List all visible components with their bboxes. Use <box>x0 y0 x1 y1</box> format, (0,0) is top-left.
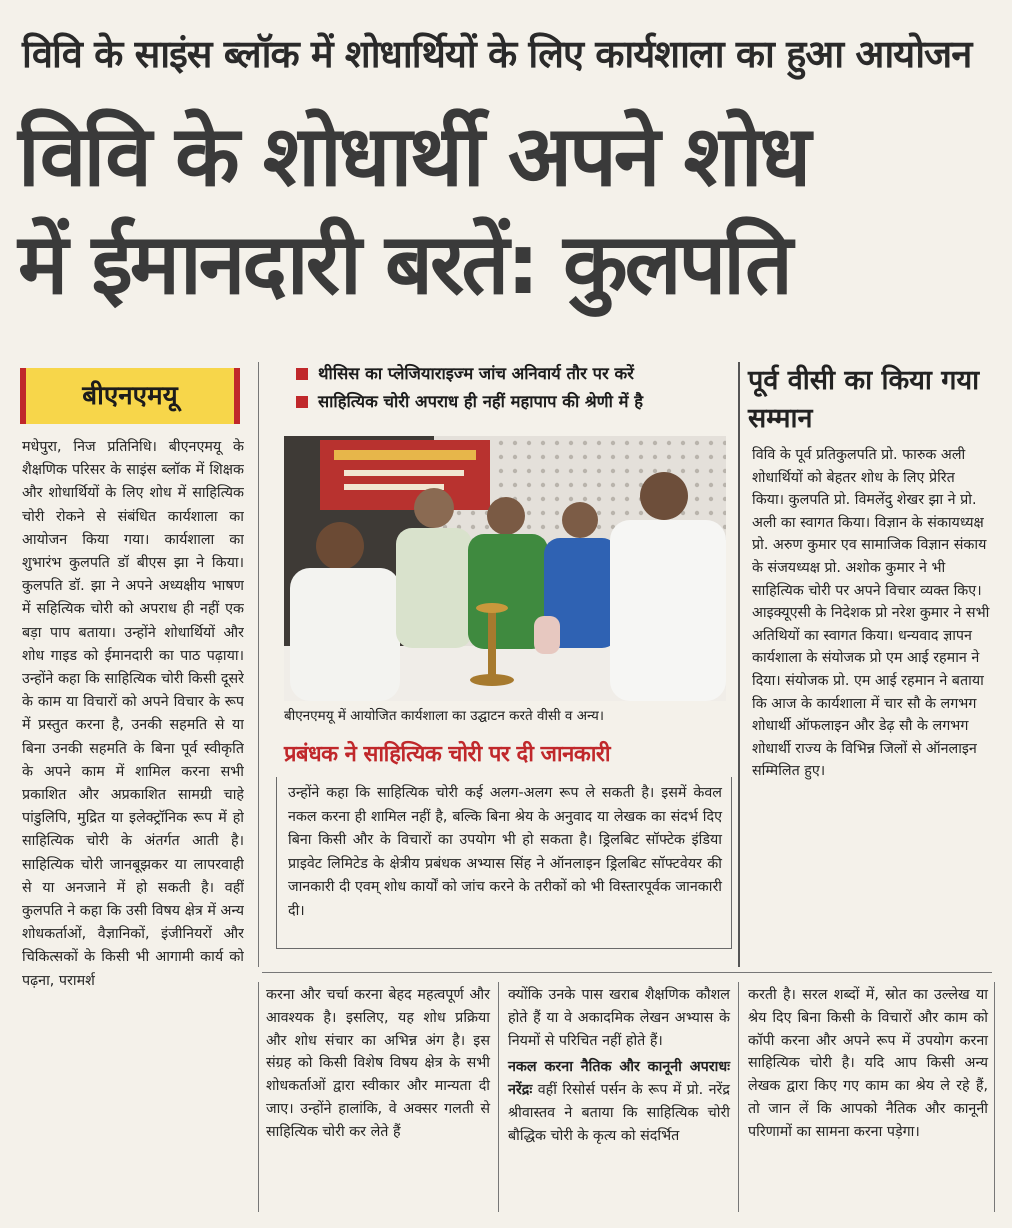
bottom-column-2-text: करना और चर्चा करना बेहद महत्वपूर्ण और आवश्यक है। इसलिए, यह शोध प्रक्रिया और शोध संचार का अभिन्न अंग है। इस संग्रह को किसी विशेष विषय क्षेत्र के सभी शोधकर्ताओं द्वारा स्वीकार और मान्यता दी जाए। उन्होंने हालांकि, वे अक्सर गलती से साहित्यिक चोरी कर लेते हैं <box>266 987 490 1140</box>
bottom-divider-3 <box>738 982 739 1212</box>
sidebar-heading: पूर्व वीसी का किया गया सम्मान <box>748 365 980 434</box>
photo-caption: बीएनएमयू में आयोजित कार्यशाला का उद्घाटन करते वीसी व अन्य। <box>284 708 604 724</box>
sidebar-paragraph: विवि के पूर्व प्रतिकुलपति प्रो. फारुक अली शोधार्थियों को बेहतर शोध के लिए प्रेरित किया। कुलपति प्रो. विमलेंदु शेखर झा ने प्रो. अली का स्वागत किया। विज्ञान के संकायध्यक्ष प्रो. अरुण कुमार एव सामाजिक विज्ञान संकाय के संजयध्यक्ष प्रो. अशोक कुमार ने भी साहित्यिक चोरी पर अपने विचार व्यक्त किए। आइक्यूएसी के निदेशक प्रो नरेश कुमार ने सभी अतिथियों का स्वागत किया। धन्यवाद ज्ञापन कार्यशाला के संयोजक प्रो एम आई रहमान ने दिया। संयोजक प्रो. एम आई रहमान ने बताया कि आज के कार्यशाला में चार सौ के लगभग शोधार्थी ऑफलाइन और डेढ़ सौ के लगभग शोधार्थी राज्य के विभिन्न जिलों से ऑनलाइन सम्मिलित हुए। <box>752 447 990 780</box>
highlight-text: थीसिस का प्लेजियाराइज्म जांच अनिवार्य तौर पर करें <box>318 364 634 383</box>
bottom-column-3-text: क्योंकि उनके पास खराब शैक्षणिक कौशल होते हैं या वे अकादमिक लेखन अभ्यास के नियमों से परिचित नहीं होते हैं। <box>508 987 730 1049</box>
bottom-column-3-sub <box>508 1056 730 1147</box>
subheading: प्रबंधक ने साहित्यिक चोरी पर दी जानकारी <box>284 742 611 767</box>
boxed-paragraph: उन्होंने कहा कि साहित्यिक चोरी कई अलग-अलग रूप ले सकती है। इसमें केवल नकल करना ही शामिल नहीं है, बल्कि बिना श्रेय के अनुवाद या लेखक का संदर्भ दिए बिना किसी और के विचारों का उपयोग भी हो सकता है। ड्रिलबिट सॉफ्टेक इंडिया प्राइवेट लिमिटेड के क्षेत्रीय प्रबंधक अभ्यास सिंह ने ऑनलाइन ड्रिलबिट सॉफ्टवेयर की जानकारी दी एवम् शोध कार्यों को जांच करने के तरीकों को भी विस्तारपूर्वक जानकारी दी। <box>288 785 722 919</box>
sub-body: वहीं रिसोर्स पर्सन के रूप में प्रो. नरेंद्र श्रीवास्तव ने बताया कि साहित्यिक चोरी बौद्धिक चोरी के कृत्य को संदर्भित <box>508 1082 730 1144</box>
bottom-column-2 <box>266 984 490 1144</box>
highlight-text: साहित्यिक चोरी अपराध ही नहीं महापाप की श्रेणी में है <box>318 392 643 411</box>
left-column-paragraph: मधेपुरा, निज प्रतिनिधि। बीएनएमयू के शैक्षणिक परिसर के साइंस ब्लॉक में शिक्षक और शोधार्थियों के लिए शोध में साहित्यिक चोरी रोकने से संबंधित कार्यशाला का आयोजन किया गया। कार्यशाला का शुभारंभ कुलपति डॉ बीएस झा ने किया। कुलपति डॉ. झा ने अपने अध्यक्षीय भाषण में सहित्यिक चोरी को अपराध ही नहीं एक बड़ा पाप बताया। उन्होंने शोधार्थियों और शोध गाइड को ईमानदारी का पाठ पढ़ाया। उन्होंने कहा कि साहित्यिक चोरी किसी दूसरे के काम या विचारों को अपने विचार के रूप में प्रस्तुत करना है, उनकी सहमति से या बिना उनकी सहमति के बिना पूर्व स्वीकृति के अपने काम में शामिल करना सभी प्रकाशित और अप्रकाशित सामग्री चाहे पांडुलिपि, मुद्रित या इलेक्ट्रॉनिक रूप में हो साहित्यिक चोरी के अंतर्गत आती है। साहित्यिक चोरी जानबूझकर या लापरवाही से या अनजाने में हो सकती है। वहीं कुलपति ने कहा कि उसी विषय क्षेत्र में अन्य शोधकर्ताओं, वैज्ञानिकों, इंजीनियरों और चिकित्सकों के किसी भी आगामी कार्य को पढ़ना, परामर्श <box>22 439 244 989</box>
highlight-item <box>296 360 736 388</box>
left-column-text <box>22 436 244 1206</box>
main-headline-line-1: विवि के शोधार्थी अपने शोध <box>18 107 809 205</box>
kicker-headline: विवि के साइंस ब्लॉक में शोधार्थियों के लिए कार्यशाला का हुआ आयोजन <box>22 32 972 76</box>
event-photo-illustration <box>284 436 726 701</box>
bottom-column-4 <box>748 984 988 1144</box>
bottom-column-3 <box>508 984 730 1148</box>
sub-lead: नकल करना नैतिक और कानूनी अपराधः नरेंद्रः <box>508 1059 730 1099</box>
column-divider-2 <box>738 362 740 967</box>
bottom-divider-1 <box>258 982 259 1212</box>
bullet-square-icon <box>296 396 308 408</box>
bottom-column-4-text: करती है। सरल शब्दों में, स्रोत का उल्लेख या श्रेय दिए बिना किसी के विचारों और काम को कॉपी करना और अपने रूप में उपयोग करना साहित्यिक चोरी है। यदि आप किसी अन्य लेखक द्वारा किए गए काम का श्रेय ले रहे हैं, तो जान लें कि आपको नैतिक और कानूनी परिणामों का सामना करना पड़ेगा। <box>748 987 988 1140</box>
highlight-item <box>296 388 736 416</box>
main-headline-line-2: में ईमानदारी बरतें: कुलपति <box>18 215 790 313</box>
boxed-text <box>288 782 722 923</box>
sidebar-text <box>752 444 990 783</box>
highlights-list <box>296 360 736 416</box>
horizontal-rule <box>262 972 992 973</box>
event-photo <box>284 436 726 701</box>
column-divider-1 <box>258 362 259 967</box>
bottom-divider-2 <box>498 982 499 1212</box>
bullet-square-icon <box>296 368 308 380</box>
right-edge-rule <box>994 982 995 1212</box>
section-badge: बीएनएमयू <box>20 368 240 424</box>
